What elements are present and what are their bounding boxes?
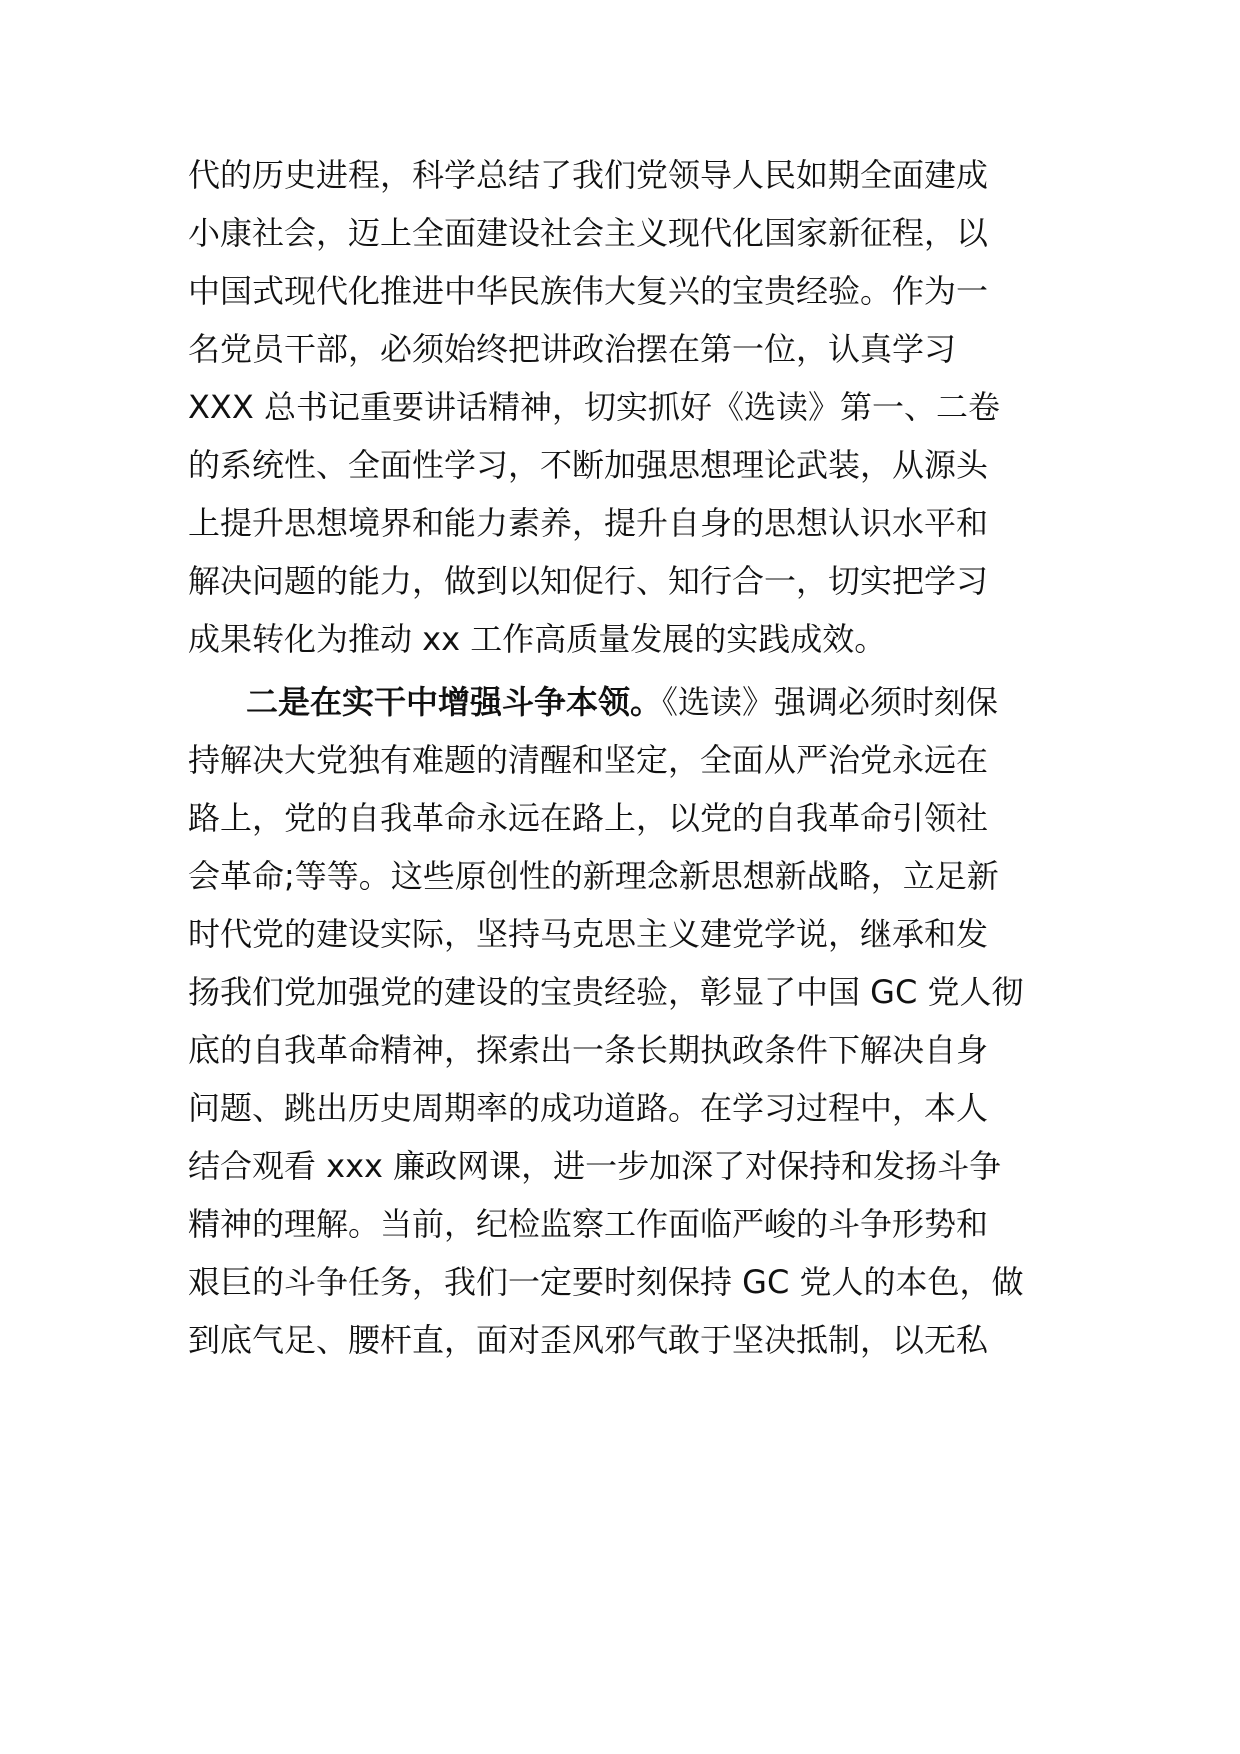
paragraph-2-line-8: 问题、跳出历史周期率的成功道路。在学习过程中，本人 xyxy=(188,1089,989,1127)
paragraph-2-line-9: 结合观看 xxx 廉政网课，进一步加深了对保持和发扬斗争 xyxy=(188,1147,1002,1185)
paragraph-2-first-line-text: 《选读》强调必须时刻保 xyxy=(662,683,999,721)
paragraph-2-line-7: 底的自我革命精神，探索出一条长期执政条件下解决自身 xyxy=(188,1031,989,1069)
paragraph-1-line-2: 小康社会，迈上全面建设社会主义现代化国家新征程，以 xyxy=(188,214,989,252)
paragraph-2-first-line xyxy=(246,670,1068,734)
paragraph-1-line-8: 解决问题的能力，做到以知促行、知行合一，切实把学习 xyxy=(188,562,989,600)
paragraph-2-line-5: 时代党的建设实际，坚持马克思主义建党学说，继承和发 xyxy=(188,915,989,953)
paragraph-2-line-11: 艰巨的斗争任务，我们一定要时刻保持 GC 党人的本色，做 xyxy=(188,1263,1024,1301)
paragraph-1-line-5: XXX 总书记重要讲话精神，切实抓好《选读》第一、二卷 xyxy=(188,388,1000,426)
paragraph-2-line-10: 精神的理解。当前，纪检监察工作面临严峻的斗争形势和 xyxy=(188,1205,989,1243)
paragraph-2-line-2: 持解决大党独有难题的清醒和坚定，全面从严治党永远在 xyxy=(188,741,989,779)
paragraph-1-line-1: 代的历史进程，科学总结了我们党领导人民如期全面建成 xyxy=(188,156,989,194)
paragraph-1-line-9: 成果转化为推动 xx 工作高质量发展的实践成效。 xyxy=(188,620,887,658)
paragraph-1-line-6: 的系统性、全面性学习，不断加强思想理论武装，从源头 xyxy=(188,446,989,484)
paragraph-2-line-6: 扬我们党加强党的建设的宝贵经验，彰显了中国 GC 党人彻 xyxy=(188,973,1024,1011)
paragraph-2-line-3: 路上，党的自我革命永远在路上，以党的自我革命引领社 xyxy=(188,799,989,837)
paragraph-2-line-12: 到底气足、腰杆直，面对歪风邪气敢于坚决抵制，以无私 xyxy=(188,1321,989,1359)
paragraph-1-line-7: 上提升思想境界和能力素养，提升自身的思想认识水平和 xyxy=(188,504,989,542)
paragraph-1-line-3: 中国式现代化推进中华民族伟大复兴的宝贵经验。作为一 xyxy=(188,272,989,310)
paragraph-2-heading: 二是在实干中增强斗争本领。 xyxy=(246,683,663,721)
paragraph-1-line-4: 名党员干部，必须始终把讲政治摆在第一位，认真学习 xyxy=(188,330,957,368)
paragraph-2-line-4: 会革命;等等。这些原创性的新理念新思想新战略，立足新 xyxy=(188,857,999,895)
